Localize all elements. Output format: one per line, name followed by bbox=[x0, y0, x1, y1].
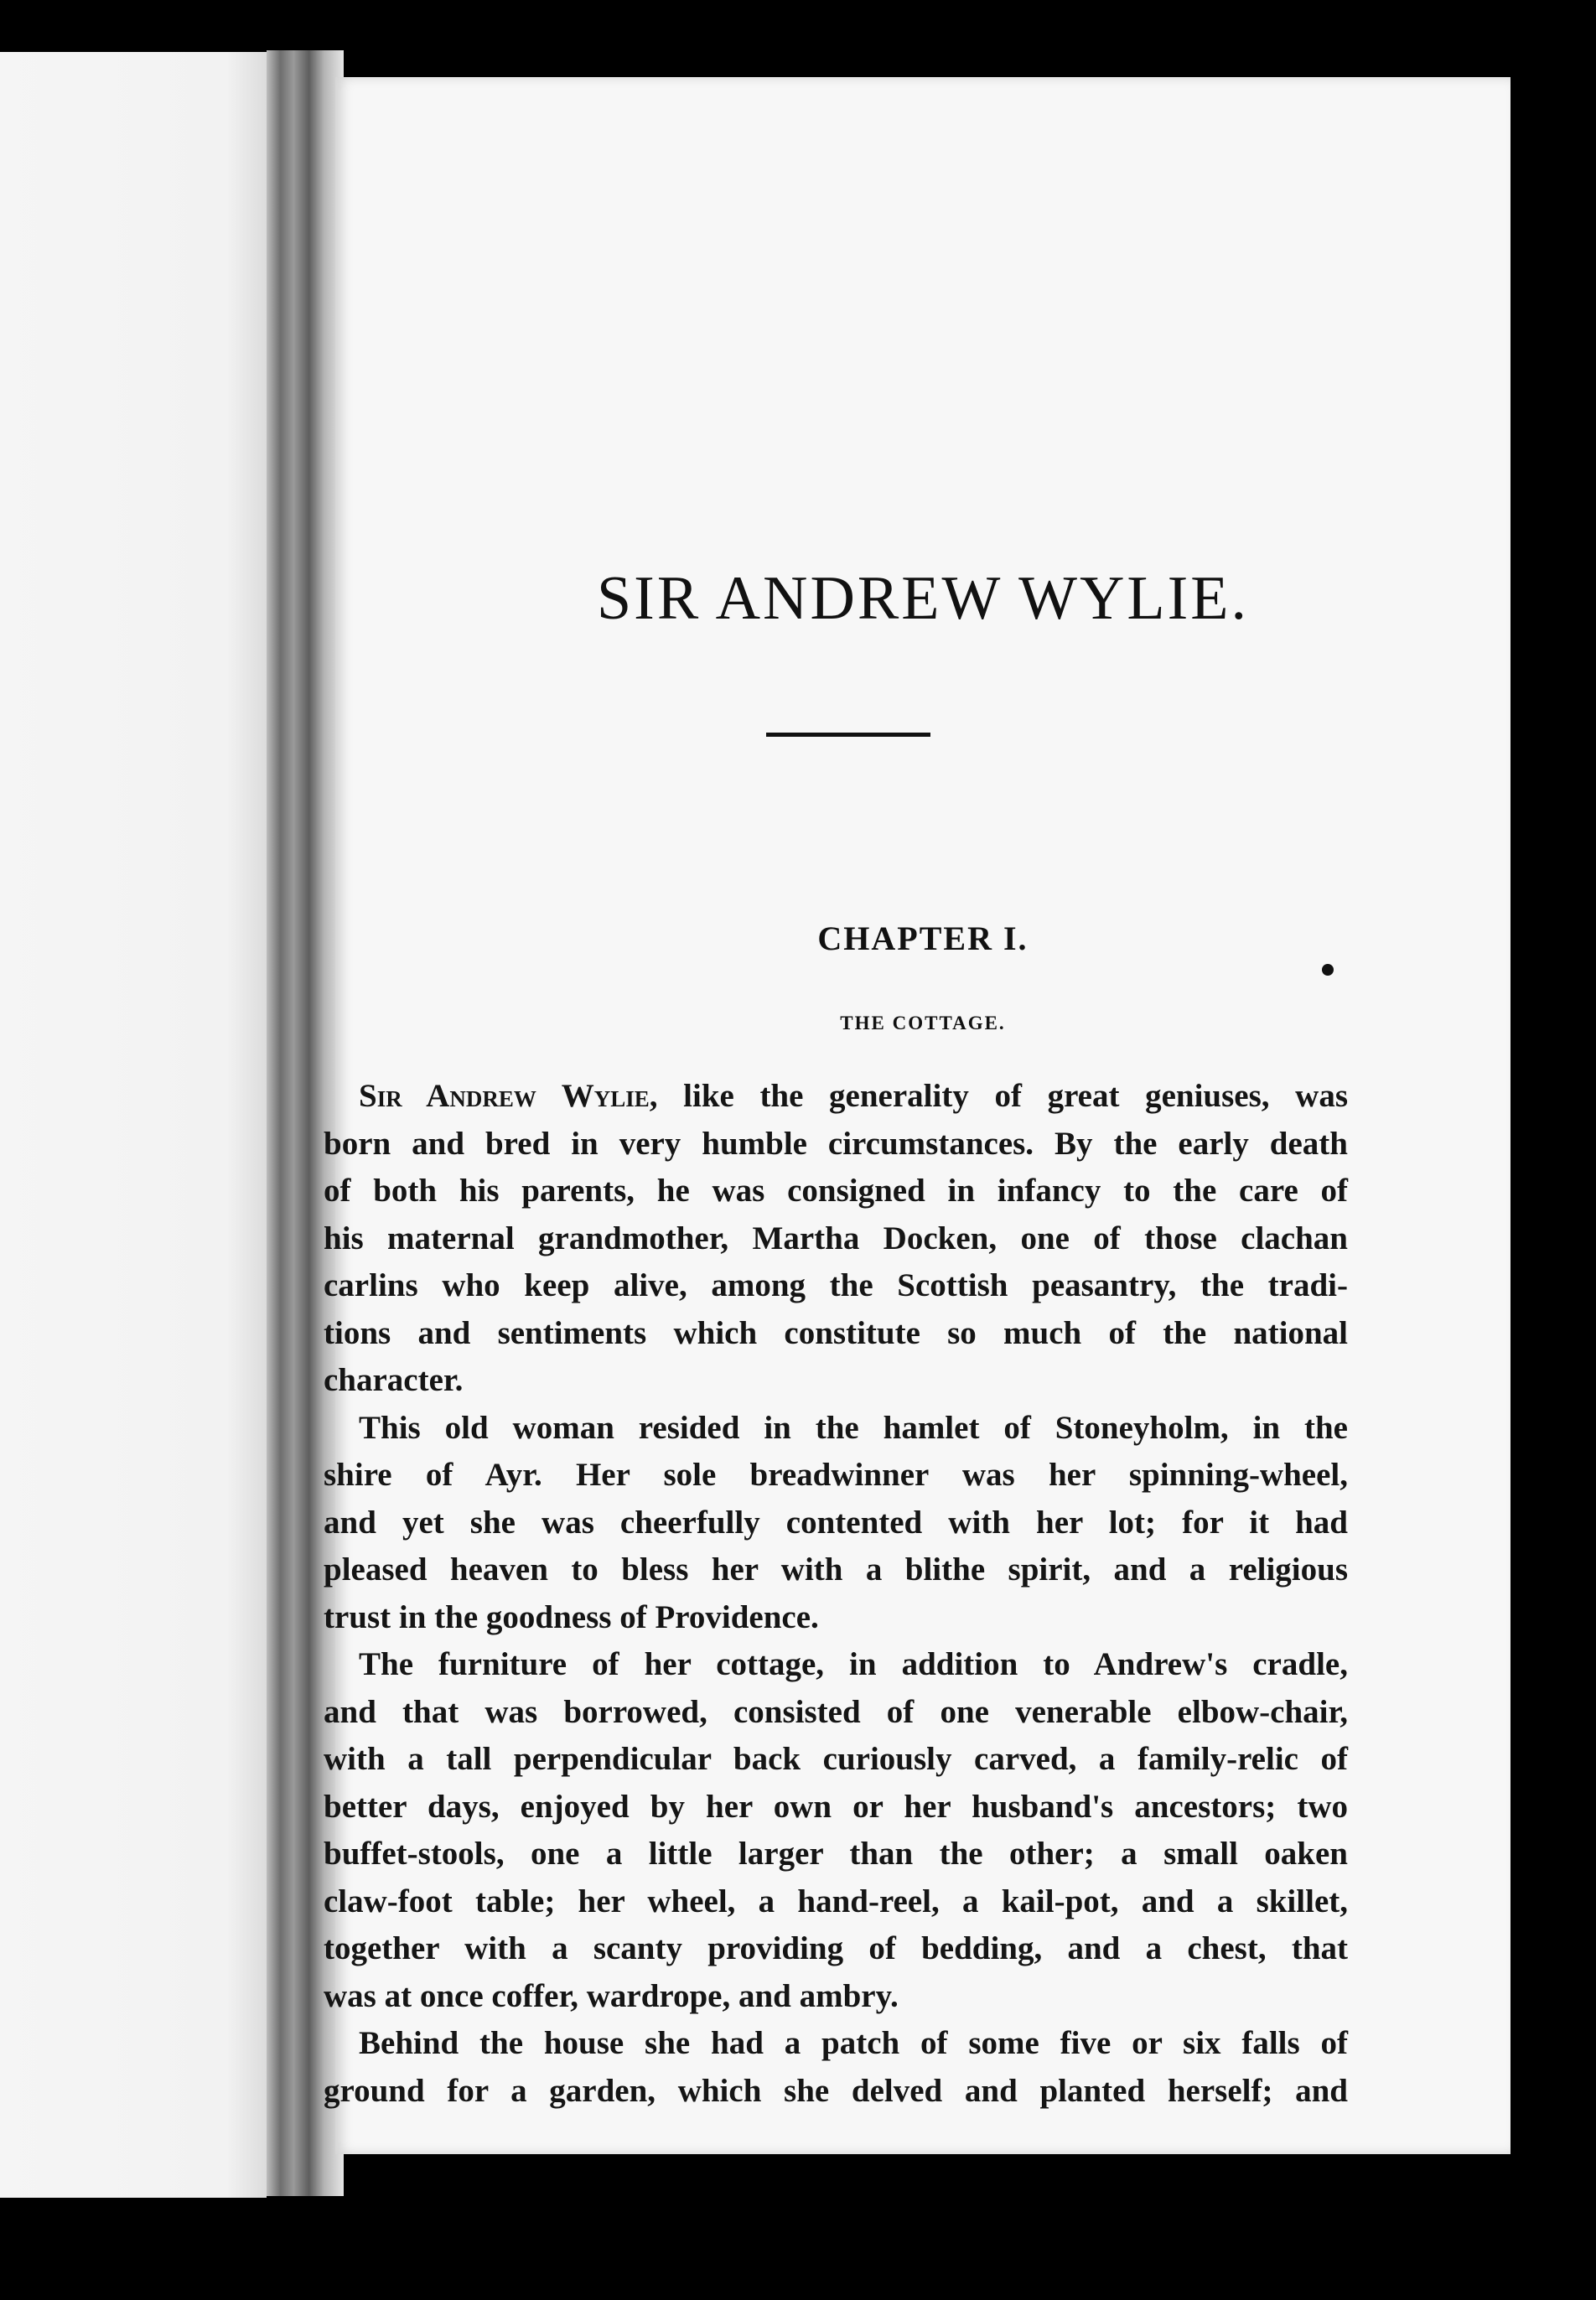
drop-small-caps: Sir Andrew Wylie bbox=[359, 1078, 650, 1114]
line-text: The furniture of her cottage, in addition to Andrew's cradle, bbox=[359, 1646, 1348, 1682]
line-text: trust in the goodness of Providence. bbox=[324, 1598, 819, 1635]
line-text: together with a scanty providing of bedding, and a chest, that bbox=[324, 1930, 1348, 1966]
chapter-subheading: THE COTTAGE. bbox=[840, 1013, 1006, 1033]
line-text: , like the generality of great geniuses, was bbox=[649, 1078, 1348, 1114]
line-text: and yet she was cheerfully contented with her lot; for it had bbox=[324, 1504, 1348, 1541]
chapter-heading: CHAPTER I. bbox=[817, 919, 1029, 957]
line-text: of both his parents, he was consigned in infancy to the care of bbox=[324, 1173, 1348, 1209]
line-text: his maternal grandmother, Martha Docken, one of those clachan bbox=[324, 1220, 1348, 1256]
line-text: buffet-stools, one a little larger than the other; a small oaken bbox=[324, 1836, 1348, 1872]
book-page bbox=[324, 77, 1510, 2154]
line-text: and that was borrowed, consisted of one venerable elbow-chair, bbox=[324, 1693, 1348, 1730]
line-text: Behind the house she had a patch of some five or six falls of bbox=[359, 2025, 1348, 2061]
line-text: pleased heaven to bless her with a blithe spirit, and a religious bbox=[324, 1551, 1348, 1588]
line-text: was at once coffer, wardrope, and ambry. bbox=[324, 1977, 899, 2014]
page-mark bbox=[1322, 964, 1334, 976]
line-text: carlins who keep alive, among the Scottish peasantry, the tradi- bbox=[324, 1267, 1348, 1303]
book-title: SIR ANDREW WYLIE. bbox=[597, 564, 1249, 633]
line-text: with a tall perpendicular back curiously carved, a family-relic of bbox=[324, 1741, 1348, 1777]
line-text: better days, enjoyed by her own or her husband's ancestors; two bbox=[324, 1788, 1348, 1825]
line-text: tions and sentiments which constitute so much of the national bbox=[324, 1314, 1348, 1351]
facing-page-left bbox=[0, 52, 267, 2198]
line-text: character. bbox=[324, 1362, 464, 1398]
line-text: ground for a garden, which she delved and planted herself; and bbox=[324, 2072, 1348, 2109]
line-text: born and bred in very humble circumstances. By the early death bbox=[324, 1125, 1348, 1162]
line-text: This old woman resided in the hamlet of Stoneyholm, in the bbox=[359, 1409, 1348, 1446]
line-text: shire of Ayr. Her sole breadwinner was her spinning-wheel, bbox=[324, 1457, 1348, 1493]
line-text: claw-foot table; her wheel, a hand-reel, a kail-pot, and a skillet, bbox=[324, 1883, 1348, 1919]
book-gutter bbox=[267, 50, 344, 2196]
title-rule bbox=[766, 733, 930, 737]
